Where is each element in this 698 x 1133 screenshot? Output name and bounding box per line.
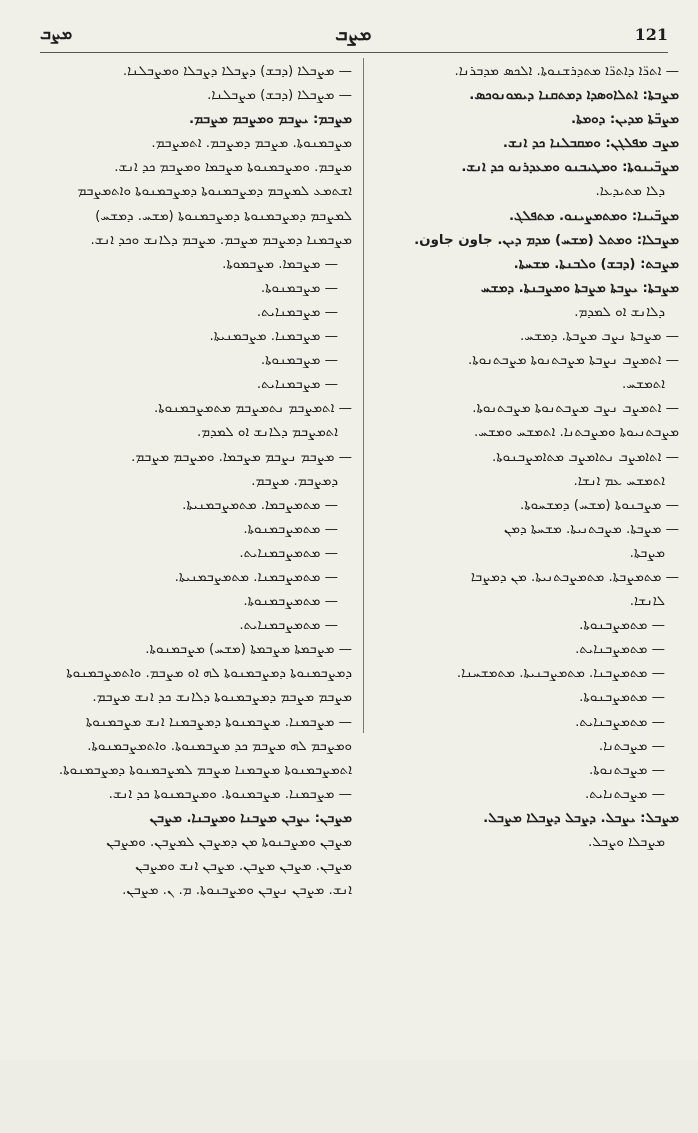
entry-headword-line: ܡܨܒܬܐ: ܐܬܠܐܘܣܕܐ ܕܡܬܩܢܐ ܕܝܡܘܢܘܟܣ. [469, 88, 679, 104]
entry-line: ܡܨܒܡܢܐ ܕܡܨܒܡ ܡܨܒܡ. ܡܨܒܡ ܕܠܐܢܫ ܘܟܕ ܐܢܫ. [90, 232, 352, 248]
entry-line: — ܡܨܒܬܐ ܢܨܒ ܡܨܒܬܐ. ܕܡܫܚ. [520, 329, 679, 345]
entry-line: — ܐܬܪ̈ܐ ܕܐܬܪ̈ܐ ܡܬܕܪܫܢܘܬܐ. ܐܠܟܣ ܡܕܒܪܢܐ. [454, 64, 679, 79]
entry-headword-line: ܡܨܒܢ: ܝܨܒܢ ܡܨܒܢܐ ܘܡܨܒܢܐ. ܡܨܒܢ [149, 810, 352, 826]
header-rule [40, 52, 668, 53]
entry-line: — ܡܨܒܬܐ. ܡܨܒܬܢܝܬܐ. ܡܫܚܬܐ ܕܡܢ [504, 521, 679, 537]
entry-headword-line: ܡܨܒ ܡܦܠܓܢ: ܘܡܩܒܠܢܐ ܟܕ ܐܢܫ. [502, 136, 679, 152]
entry-line: — ܡܬܡܨܒܢܘܬܐ. [579, 618, 665, 634]
entry-line: ܡܨܒܬܢܝܘܬܐ ܘܡܨܒܬܢܐ. ܐܬܡܫܚ ܘܡܫܚ. [473, 425, 679, 441]
entry-line: ܡܨܒܢ ܘܡܨܒܢܘܬܐ ܡܢ ܕܡܨܒܢ ܠܡܨܒܢ. ܘܡܨܒܢ [106, 835, 352, 850]
entry-line: ܐܬܡܫܚ. [621, 377, 665, 393]
entry-line: — ܡܨܒܬܢܐ. [598, 738, 665, 754]
entry-line: — ܡܨܒܡܐ. ܡܨܒܡܘܬܐ. [222, 256, 338, 272]
entry-line: — ܡܬܡܨܒܡܢܘܬܐ. [243, 594, 338, 610]
entry-headword-line: ܡܨܒܬ: (ܕܒܫ) ܘܠܒܢܬܐ. ܡܫܚܬܐ. [513, 256, 679, 272]
entry-headword-line: ܡܨܒܡ: ܝܨܒܡ ܘܡܨܒܡ ܡܨܒܡ. [189, 112, 352, 128]
page-number: 121 [634, 24, 668, 44]
entry-line: — ܡܨܒܡܢܐܝܬ. [256, 377, 338, 393]
entry-line: ܐܫܬܡܥ ܠܡܨܒܡ ܕܡܨܒܡܢܘܬܐ ܕܡܨܒܡܢܘܬܐ ܘܐܬܡܨܒܡ [77, 184, 352, 200]
entry-line: — ܡܨܒܡܢܐܝܬ. [256, 304, 338, 320]
entry-line: — ܡܨܒܡܬܐ ܡܨܒܡܬܐ (ܡܫܚ) ܡܨܒܡܢܘܬܐ. [145, 642, 352, 658]
entry-line: — ܡܬܡܨܒܡܢܐܝܬ. [239, 545, 338, 561]
entry-line: ܡܨܒܡ ܡܨܒܡ ܕܡܨܒܡܢܘܬܐ ܕܠܐܢܫ ܟܕ ܐܢܫ ܡܨܒܡ. [92, 690, 352, 706]
entry-line: — ܡܨܒܡܢܐ. ܡܨܒܡܢܘܬܐ. ܘܡܨܒܡܢܘܬܐ ܟܕ ܐܢܫ. [108, 786, 352, 802]
entry-line: — ܡܬܡܨܒܡܢܐܝܬ. [239, 618, 338, 634]
entry-headword-line: ܡܨܒ̈ܝܢܘܬܐ: ܘܡܛܝܒܢܘ ܘܡܥܕܪܢܘ ܟܕ ܐܢܫ. [461, 160, 679, 176]
entry-headword-line: ܡܨܒܬܐ: ܝܨܒܬܐ ܡܨܒܬܐ ܘܡܨܒܢܬܐ. ܕܡܫܚ [480, 280, 679, 296]
entry-line: ܡܨܒܢ. ܡܨܒܢ ܡܨܒܢ. ܡܨܒܢ ܐܢܫ ܘܡܨܒܢ [135, 859, 352, 875]
bottom-margin [0, 1060, 698, 1133]
entry-line: ܡܨܒܬܐ. [629, 545, 665, 561]
page-header [40, 20, 668, 48]
entry-line: — ܡܨܒܡܢܘܬܐ. [260, 353, 338, 369]
entry-line: — ܡܬܡܨܒܡܢܐ. ܡܬܡܨܒܡܢܝܬܐ. [174, 569, 338, 585]
entry-line: ܕܡܨܒܡ. ܡܨܒܡ. [251, 473, 338, 489]
entry-line: — ܐܬܡܨܒ ܢܨܒ ܡܨܒܬܢܘܬܐ ܡܨܒܬܢܘܬܐ. [472, 401, 679, 417]
right-column [374, 60, 679, 855]
entry-line: — ܐܬܐܡܨܒ ܢܬܐܡܨܒ ܡܬܐܡܨܒܢܘܬܐ. [492, 449, 679, 465]
entry-line: — ܡܨܒܠܐ (ܕܒܫ) ܡܨܒܠܢܐ. [207, 88, 352, 104]
entry-line: ܡܨܒܠܐ ܘܨܒܠ. [587, 835, 665, 850]
entry-line: — ܡܨܒܢܘܬܐ (ܡܫܚ) ܕܡܫܚܘܬܐ. [520, 497, 679, 513]
entry-line: — ܡܨܒܡܢܐ. ܡܨܒܡܢܝܬܐ. [209, 329, 338, 345]
entry-line: ܕܠܐܢܫ ܐܘ ܠܡܕܡ. [574, 304, 665, 320]
entry-line: ܡܨܒܡ. ܘܡܨܒܡܢܘܬܐ ܡܨܒܡܐ ܘܡܨܒܡ ܟܕ ܐܢܫ. [114, 160, 352, 176]
entry-headword-line: ܡܨܒܠ: ܝܨܒܠ. ܕܨܒܠ ܕܨܒܠܐ ܡܨܒܠ. [483, 810, 679, 826]
entry-line: — ܡܨܒܡܢܘܬܐ. [260, 280, 338, 296]
entry-line: ܠܐܢܫܐ. [629, 594, 665, 610]
entry-line: — ܐܬܡܨܒ ܢܨܒܬܐ ܡܨܒܬܢܘܬܐ ܡܨܒܬܢܘܬܐ. [468, 353, 679, 369]
left-column [52, 60, 352, 903]
entry-line: — ܡܨܒܡܢܐ. ܡܨܒܡܢܘܬܐ ܕܡܨܒܡܢܐ ܐܢܫ ܡܨܒܡܢܘܬܐ [85, 714, 352, 730]
entry-headword-line: ܡܨܒ̈ܝܢܐ: ܘܡܬܡܨܝܢܘ. ܡܬܦܠܓ. [508, 208, 679, 224]
entry-line: — ܡܨܒܬܢܐܝܬ. [584, 786, 665, 802]
entry-line: ܘܡܨܒܡ ܠܗ ܡܨܒܡ ܟܕ ܡܨܒܡܢܘܬܐ. ܘܐܬܡܨܒܡܢܘܬܐ. [87, 738, 352, 754]
entry-line: — ܡܨܒܬܢܘܬܐ. [588, 762, 665, 778]
entry-headword-line: ܡܨܒ̈ܬܐ ܡܕܝܢ: ܕܘܡܬܐ. [571, 112, 679, 128]
entry-line: ܡܨܒܡܢܘܬܐ. ܡܨܒܡ ܕܡܨܒܡ. ܐܬܡܨܒܡ. [151, 136, 352, 152]
entry-line: ܕܡܨܒܡܢܘܬܐ ܕܡܨܒܡܢܘܬܐ ܠܗ ܐܘ ܡܨܒܡ. ܘܐܬܡܨܒܡܢܘܬܐ [66, 666, 352, 682]
entry-line: — ܐܬܡܨܒܡ ܢܬܡܨܒܡ ܡܬܡܨܒܡܢܘܬܐ. [153, 401, 352, 417]
entry-line: ܐܬܡܨܒܡ ܕܠܐܢܫ ܐܘ ܠܡܕܡ. [197, 425, 338, 441]
entry-line: — ܡܬܡܨܒܢܐܝܬ. [575, 714, 665, 730]
entry-line: — ܡܬܡܨܒܡܢܘܬܐ. [243, 521, 338, 537]
entry-line: — ܡܬܡܨܒܢܐܝܬ. [575, 642, 665, 658]
entry-line: — ܡܨܒܡ ܢܨܒܡ ܡܨܒܡܐ. ܘܡܨܒܡ ܡܨܒܡ. [131, 449, 352, 465]
entry-line: ܐܢܫ. ܡܨܒܢ ܢܨܒܢ ܘܡܨܒܢܘܬܐ. ܡ. ܢ. ܡܨܒܢ. [122, 883, 352, 899]
entry-line: — ܡܬܡܨܒܢܘܬܐ. [579, 690, 665, 706]
entry-line: — ܡܬܡܨܒܡܐ. ܡܬܡܨܒܡܢܝܬܐ. [182, 497, 338, 513]
entry-line: — ܡܨܒܠܐ (ܕܒܫ) ܕܨܒܠܐ ܕܨܒܠܐ ܘܡܨܒܠܢܐ. [122, 64, 352, 79]
entry-headword-line: ܡܨܒܠܐ: ܘܡܬܠ (ܡܫܚ) ܡܕܡ ܕܝܢ. جاون جاون. [414, 232, 679, 248]
entry-line: — ܡܬܡܨܒܬܐ. ܡܬܡܨܒܬܢܝܬܐ. ܡܢ ܕܡܨܒܐ [470, 569, 679, 585]
entry-line: ܐܬܡܫܚ ܥܡ ܐܢܫܐ. [573, 473, 665, 489]
entry-line: ܠܡܨܒܡ ܕܡܨܒܡܢܘܬܐ ܕܡܨܒܡܢܘܬܐ (ܡܫܚ. ܕܡܫܚ) [95, 208, 352, 224]
entry-line: — ܡܬܡܨܒܢܐ. ܡܬܡܨܒܢܝܬܐ. ܡܬܡܫܚܢܐ. [456, 666, 665, 682]
running-head-center: ܡܨܒ [335, 23, 372, 45]
entry-line: ܐܬܡܨܒܡܢܘܬܐ ܡܨܒܡܢܐ ܡܨܒܡ ܠܡܨܒܡܢܘܬܐ ܕܡܨܒܡܢܘܬܐ. [58, 762, 352, 778]
entry-line: ܕܠܐ ܡܬܝܕܥܐ. [595, 184, 665, 200]
column-divider [363, 58, 364, 733]
running-head-left: ܡܨܒ [40, 24, 73, 43]
